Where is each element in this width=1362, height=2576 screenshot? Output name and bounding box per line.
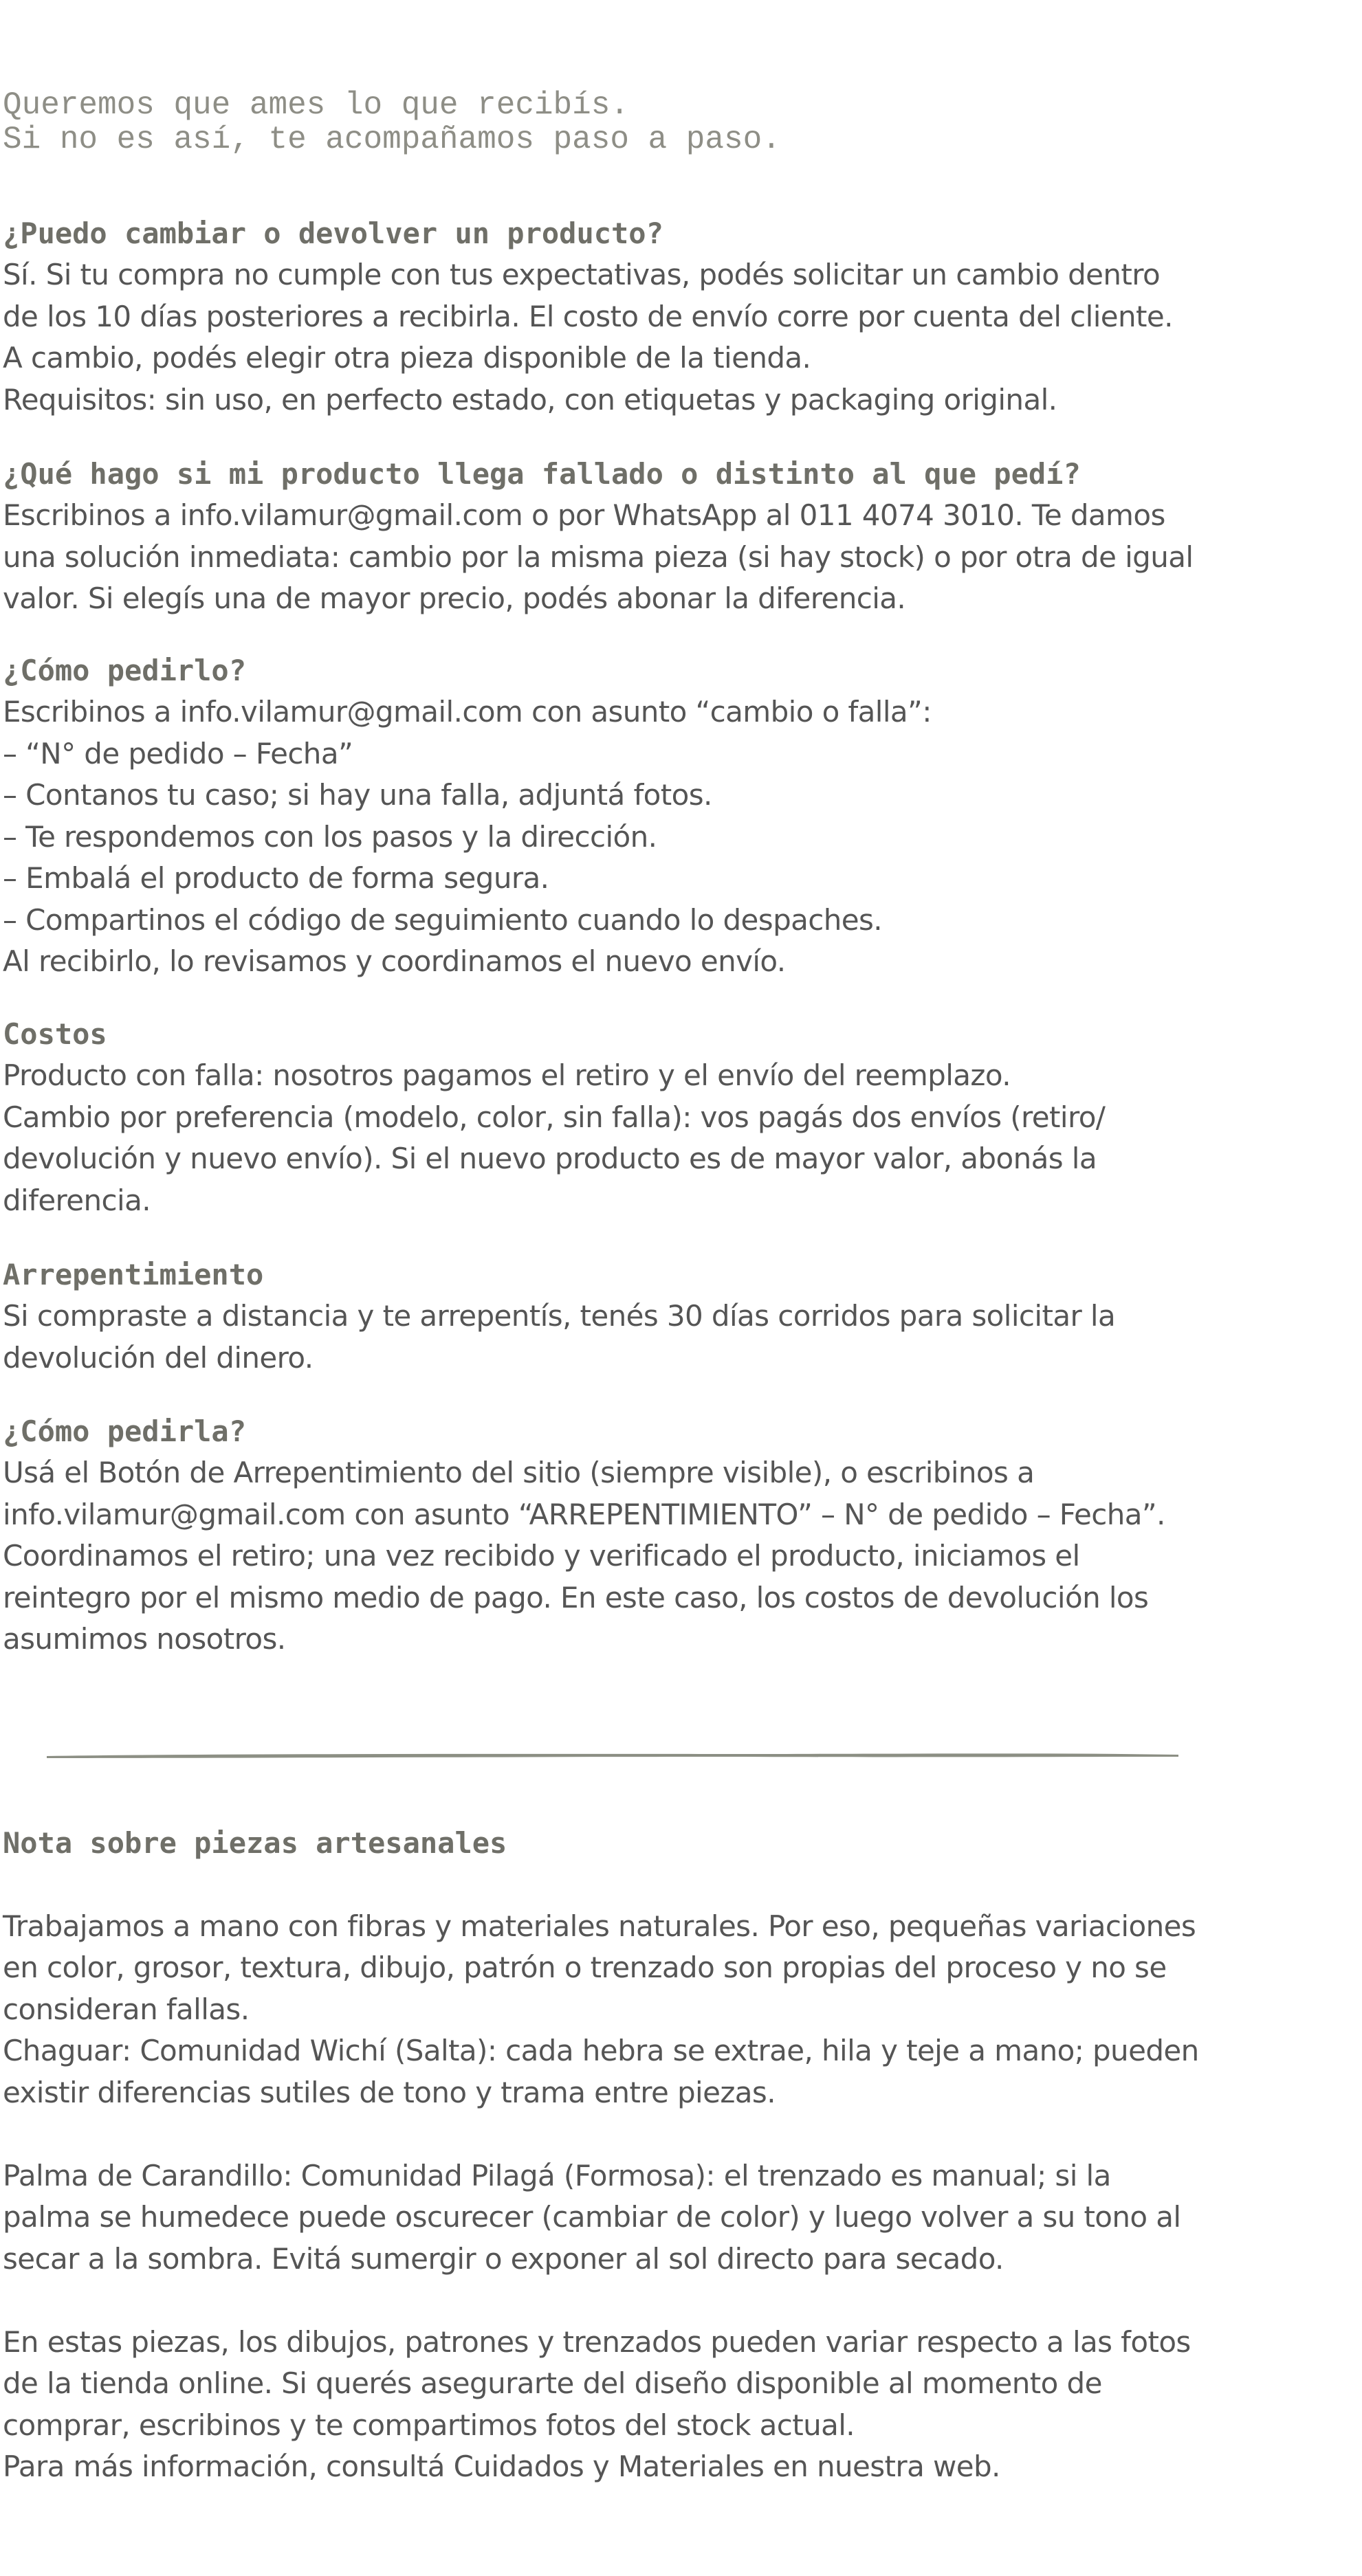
body-line: – “N° de pedido – Fecha” — [3, 736, 353, 770]
body-line: de la tienda online. Si querés asegurarte del diseño disponible al momento de — [3, 2366, 1102, 2400]
section-cambio — [3, 213, 1185, 421]
body-line: devolución y nuevo envío). Si el nuevo producto es de mayor valor, abonás la — [3, 1142, 1097, 1175]
spacer — [3, 2280, 1185, 2322]
section-heading: ¿Cómo pedirlo? — [3, 654, 247, 687]
body-line: Trabajamos a mano con fibras y materiales naturales. Por eso, pequeñas variaciones — [3, 1909, 1196, 1943]
body-line: En estas piezas, los dibujos, patrones y trenzados pueden variar respecto a las fotos — [3, 2324, 1191, 2359]
body-line: en color, grosor, textura, dibujo, patrón o trenzado son propias del proceso y no se — [3, 1951, 1167, 1984]
body-line: info.vilamur@gmail.com con asunto “ARREPENTIMIENTO” – N° de pedido – Fecha”. — [3, 1497, 1165, 1531]
section-heading: ¿Puedo cambiar o devolver un producto? — [3, 216, 663, 250]
body-line: reintegro por el mismo medio de pago. En este caso, los costos de devolución los — [3, 1580, 1149, 1614]
body-line: valor. Si elegís una de mayor precio, podés abonar la diferencia. — [3, 581, 906, 615]
body-line: secar a la sombra. Evitá sumergir o exponer al sol directo para secado. — [3, 2241, 1004, 2276]
section-como-pedirlo — [3, 650, 1185, 983]
body-line: – Contanos tu caso; si hay una falla, adjuntá fotos. — [3, 778, 712, 812]
body-line: Producto con falla: nosotros pagamos el retiro y el envío del reemplazo. — [3, 1058, 1011, 1092]
body-line: consideran fallas. — [3, 1992, 250, 2026]
section-heading: ¿Qué hago si mi producto llega fallado o distinto al que pedí? — [3, 457, 1081, 491]
body-line: Escribinos a info.vilamur@gmail.com o por WhatsApp al 011 4074 3010. Te damos — [3, 498, 1165, 532]
section-nota-artesanales — [3, 1823, 1199, 2488]
body-line: palma se humedece puede oscurecer (cambiar de color) y luego volver a su tono al — [3, 2200, 1181, 2234]
body-line: Chaguar: Comunidad Wichí (Salta): cada hebra se extrae, hila y teje a mano; pueden — [3, 2034, 1199, 2067]
body-line: Escribinos a info.vilamur@gmail.com con asunto “cambio o falla”: — [3, 695, 932, 729]
section-divider — [45, 1750, 1180, 1761]
body-line: de los 10 días posteriores a recibirla. El costo de envío corre por cuenta del cliente. — [3, 299, 1173, 333]
body-line: una solución inmediata: cambio por la misma pieza (si hay stock) o por otra de igual — [3, 540, 1194, 574]
section-heading: Arrepentimiento — [3, 1258, 264, 1291]
body-line: existir diferencias sutiles de tono y trama entre piezas. — [3, 2075, 776, 2109]
body-line: Si compraste a distancia y te arrepentís, tenés 30 días corridos para solicitar la — [3, 1299, 1116, 1333]
body-line: asumimos nosotros. — [3, 1622, 286, 1656]
section-arrepentimiento — [3, 1254, 1185, 1379]
body-line: Para más información, consultá Cuidados y Materiales en nuestra web. — [3, 2450, 1000, 2483]
body-line: Cambio por preferencia (modelo, color, sin falla): vos pagás dos envíos (retiro/ — [3, 1100, 1106, 1134]
section-como-pedirla — [3, 1411, 1185, 1661]
body-line: – Embalá el producto de forma segura. — [3, 861, 549, 895]
body-line: – Te respondemos con los pasos y la dirección. — [3, 819, 657, 854]
body-line: comprar, escribinos y te compartimos fotos del stock actual. — [3, 2408, 855, 2442]
body-line: devolución del dinero. — [3, 1340, 314, 1375]
intro-line-1: Queremos que ames lo que recibís. — [3, 87, 629, 123]
section-heading: ¿Cómo pedirla? — [3, 1414, 247, 1448]
body-line: Al recibirlo, lo revisamos y coordinamos el nuevo envío. — [3, 944, 786, 978]
section-fallado — [3, 454, 1194, 620]
intro-line-2: Si no es así, te acompañamos paso a paso. — [3, 122, 781, 157]
body-line: Sí. Si tu compra no cumple con tus expectativas, podés solicitar un cambio dentro — [3, 258, 1161, 291]
body-line: diferencia. — [3, 1183, 151, 1217]
section-costos — [3, 1014, 1185, 1221]
spacer — [3, 1864, 1185, 1906]
body-line: Palma de Carandillo: Comunidad Pilagá (Formosa): el trenzado es manual; si la — [3, 2158, 1111, 2192]
body-line: – Compartinos el código de seguimiento cuando lo despaches. — [3, 902, 883, 937]
intro-text — [3, 88, 781, 157]
body-line: Coordinamos el retiro; una vez recibido y verificado el producto, iniciamos el — [3, 1539, 1080, 1573]
body-line: Usá el Botón de Arrepentimiento del sitio (siempre visible), o escribinos a — [3, 1456, 1035, 1489]
body-line: Requisitos: sin uso, en perfecto estado, con etiquetas y packaging original. — [3, 382, 1057, 417]
section-heading: Nota sobre piezas artesanales — [3, 1826, 507, 1860]
spacer — [3, 2113, 1185, 2155]
body-line: A cambio, podés elegir otra pieza disponible de la tienda. — [3, 341, 811, 375]
section-heading: Costos — [3, 1017, 107, 1051]
